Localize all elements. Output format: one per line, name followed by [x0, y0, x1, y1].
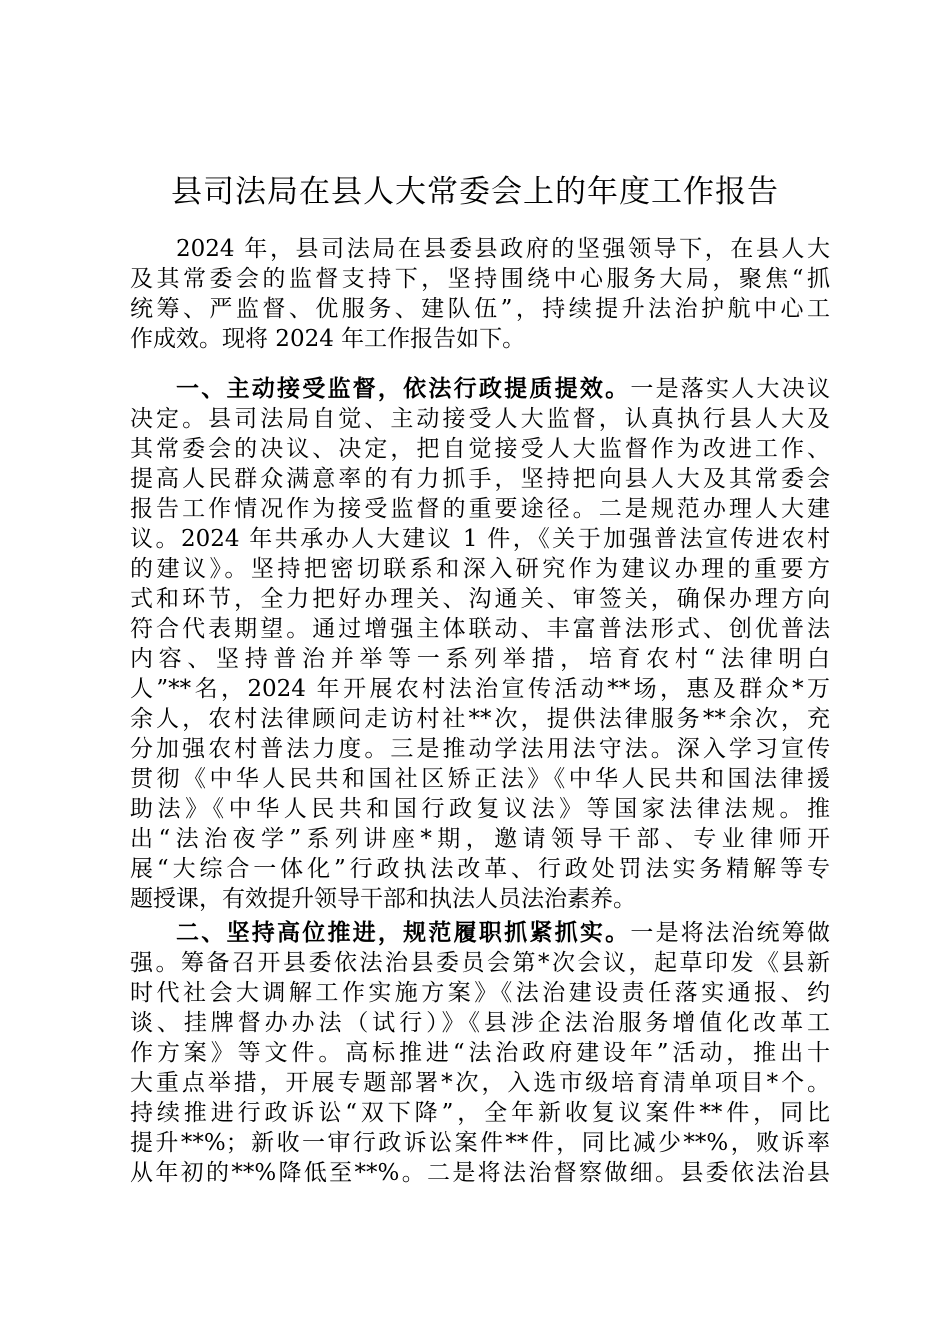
paragraph-line: 强。筹备召开县委依法治县委员会第*次会议，起草印发《县新	[130, 950, 830, 976]
paragraph-line: 贯彻《中华人民共和国社区矫正法》《中华人民共和国法律援	[130, 766, 830, 792]
paragraph-line: 2024 年，县司法局在县委县政府的坚强领导下，在县人大	[176, 236, 830, 262]
paragraph-line: 作方案》等文件。高标推进“法治政府建设年”活动，推出十	[130, 1040, 830, 1066]
paragraph-line: 提高人民群众满意率的有力抓手，坚持把向县人大及其常委会	[130, 466, 830, 492]
paragraph-line: 题授课，有效提升领导干部和执法人员法治素养。	[130, 886, 636, 912]
paragraph-line: 从年初的**%降低至**%。二是将法治督察做细。县委依法治县	[130, 1160, 830, 1186]
paragraph-line: 提升**%；新收一审行政诉讼案件**件，同比减少**%，败诉率	[130, 1130, 830, 1156]
section-2-paragraph	[130, 918, 830, 1188]
document-title: 县司法局在县人大常委会上的年度工作报告	[171, 174, 779, 210]
paragraph-line: 出“法治夜学”系列讲座*期，邀请领导干部、专业律师开	[130, 826, 830, 852]
paragraph-line: 助法》《中华人民共和国行政复议法》等国家法律法规。推	[130, 796, 830, 822]
paragraph-line: 分加强农村普法力度。三是推动学法用法守法。深入学习宣传	[130, 736, 830, 762]
intro-paragraph	[130, 234, 830, 354]
section-1-paragraph	[130, 374, 830, 914]
paragraph-line	[130, 918, 830, 948]
paragraph-line: 的建议》。坚持把密切联系和深入研究作为建议办理的重要方	[130, 556, 830, 582]
section-2-heading: 二、坚持高位推进，规范履职抓紧抓实。	[176, 919, 631, 946]
section-1-first-line-text: 一是落实人大决议	[630, 376, 830, 402]
paragraph-line: 及其常委会的监督支持下，坚持围绕中心服务大局，聚焦“抓	[130, 266, 830, 292]
paragraph-line: 决定。县司法局自觉、主动接受人大监督，认真执行县人大及	[130, 406, 830, 432]
paragraph-line: 议。2024 年共承办人大建议 1 件，《关于加强普法宣传进农村	[130, 526, 830, 552]
paragraph-line: 统筹、严监督、优服务、建队伍”，持续提升法治护航中心工	[130, 296, 830, 322]
paragraph-line: 其常委会的决议、决定，把自觉接受人大监督作为改进工作、	[130, 436, 830, 462]
paragraph-line: 展“大综合一体化”行政执法改革、行政处罚法实务精解等专	[130, 856, 830, 882]
paragraph-line: 大重点举措，开展专题部署*次，入选市级培育清单项目*个。	[130, 1070, 830, 1096]
paragraph-line: 符合代表期望。通过增强主体联动、丰富普法形式、创优普法	[130, 616, 830, 642]
paragraph-line: 式和环节，全力把好办理关、沟通关、审签关，确保办理方向	[130, 586, 830, 612]
paragraph-line: 报告工作情况作为接受监督的重要途径。二是规范办理人大建	[130, 496, 830, 522]
paragraph-line	[130, 374, 830, 404]
paragraph-line: 时代社会大调解工作实施方案》《法治建设责任落实通报、约	[130, 980, 830, 1006]
paragraph-line: 谈、挂牌督办办法（试行）》《县涉企法治服务增值化改革工	[130, 1010, 830, 1036]
paragraph-line: 余人，农村法律顾问走访村社**次，提供法律服务**余次，充	[130, 706, 830, 732]
paragraph-line: 人”**名，2024 年开展农村法治宣传活动**场，惠及群众*万	[130, 676, 830, 702]
paragraph-line: 内容、坚持普治并举等一系列举措，培育农村“法律明白	[130, 646, 830, 672]
section-1-heading: 一、主动接受监督，依法行政提质提效。	[176, 375, 631, 402]
section-2-first-line-text: 一是将法治统筹做	[630, 920, 830, 946]
paragraph-line: 持续推进行政诉讼“双下降”，全年新收复议案件**件，同比	[130, 1100, 830, 1126]
paragraph-line: 作成效。现将 2024 年工作报告如下。	[130, 326, 526, 352]
